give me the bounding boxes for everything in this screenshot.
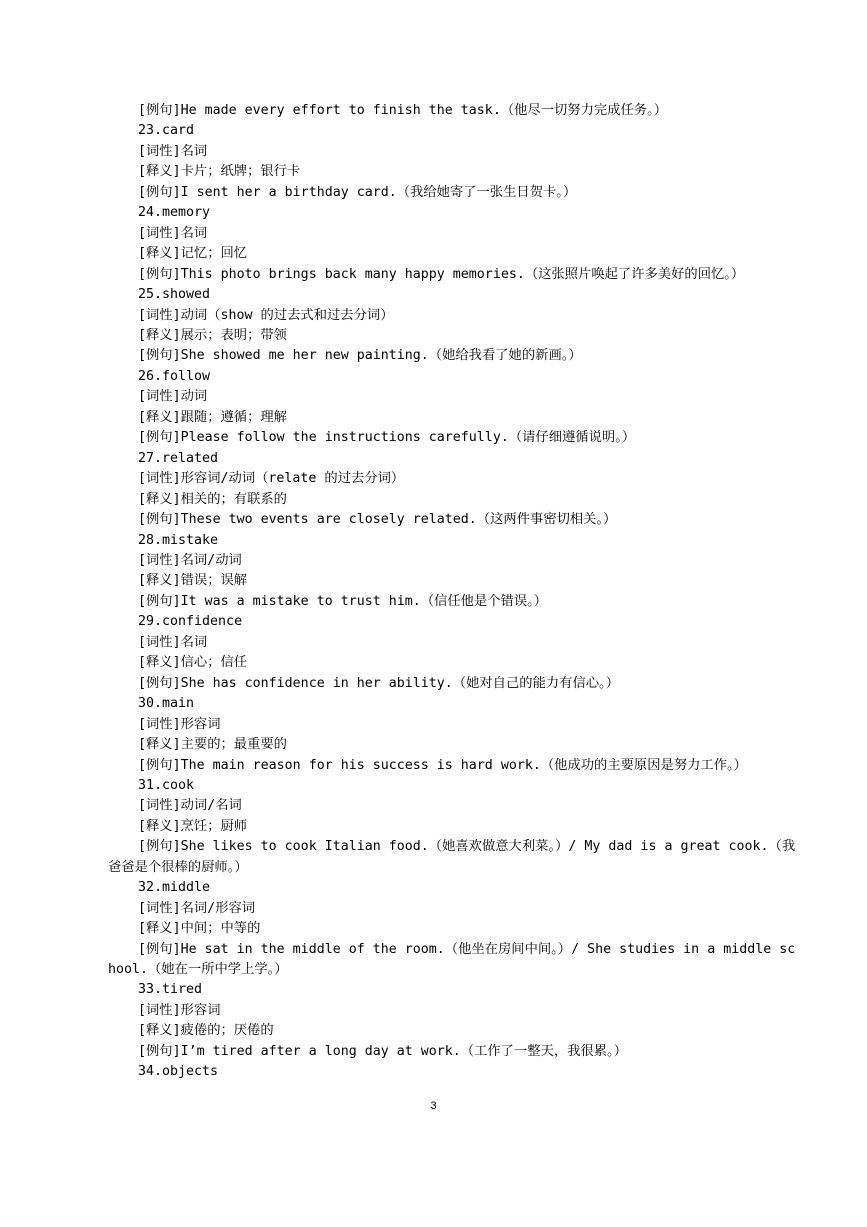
text-line: [词性]名词 (138, 634, 208, 650)
text-line: [词性]形容词/动词（relate 的过去分词） (138, 471, 405, 487)
entry-heading: 26.follow (138, 368, 211, 384)
entry-heading: 30.main (138, 696, 195, 712)
text-line: [例句]She has confidence in her ability.（她对自己的能力有信心。） (138, 675, 619, 691)
text-line: [释义]错误；误解 (138, 573, 248, 589)
text-line: [词性]形容词 (138, 716, 221, 732)
text-line: [例句]I’m tired after a long day at work.（工作了一整天，我很累。） (138, 1043, 628, 1059)
text-line: [释义]记忆；回忆 (138, 246, 248, 262)
text-line: [释义]中间；中等的 (138, 921, 261, 937)
text-line: [词性]名词 (138, 225, 208, 241)
text-line: [词性]动词 (138, 389, 208, 405)
text-line: [释义]跟随；遵循；理解 (138, 409, 287, 425)
text-line: [例句]These two events are closely related.（这两件事密切相关。） (138, 512, 617, 528)
text-line: [释义]信心；信任 (138, 655, 248, 671)
text-line: [释义]卡片；纸牌；银行卡 (138, 164, 301, 180)
page-number: 3 (430, 1100, 437, 1112)
entry-heading: 24.memory (138, 205, 211, 221)
text-line: [释义]展示；表明；带领 (138, 327, 287, 343)
text-line: [释义]疲倦的；厌倦的 (138, 1023, 274, 1039)
text-line: [词性]动词（show 的过去式和过去分词） (138, 307, 394, 323)
entry-heading: 31.cook (138, 777, 195, 793)
text-line: [词性]动词/名词 (138, 798, 242, 814)
text-line: [例句]He made every effort to finish the task.（他尽一切努力完成任务。） (138, 103, 668, 118)
text-line: [例句]I sent her a birthday card.（我给她寄了一张生日贺卡。） (138, 184, 577, 200)
text-line: [释义]相关的；有联系的 (138, 491, 287, 507)
text-line: [词性]名词 (138, 143, 208, 159)
text-line: [例句]This photo brings back many happy memories.（这张照片唤起了许多美好的回忆。） (138, 266, 745, 282)
text-line: [例句]She showed me her new painting.（她给我看了她的新画。） (138, 348, 582, 364)
entry-heading: 33.tired (138, 982, 203, 998)
vocabulary-text (108, 101, 798, 1083)
entry-heading: 25.showed (138, 287, 211, 303)
entry-heading: 29.confidence (138, 614, 243, 630)
text-line: [释义]主要的；最重要的 (138, 737, 287, 753)
text-line: [例句]The main reason for his success is hard work.（他成功的主要原因是努力工作。） (138, 757, 747, 773)
entry-heading: 27.related (138, 450, 219, 466)
text-line: [词性]名词/动词 (138, 552, 242, 568)
entry-heading: 32.middle (138, 880, 211, 896)
text-line: [释义]烹饪；厨师 (138, 818, 248, 834)
text-line: [例句]Please follow the instructions carefully.（请仔细遵循说明。） (138, 430, 636, 446)
entry-heading: 23.card (138, 123, 195, 139)
text-line: [例句]He sat in the middle of the room.（他坐在房间中间。）/ She studies in a middle school.（她在一所中学上学。） (108, 941, 796, 978)
text-line: [词性]名词/形容词 (138, 900, 256, 916)
text-line: [词性]形容词 (138, 1002, 221, 1018)
entry-heading: 28.mistake (138, 532, 219, 548)
text-line: [例句]It was a mistake to trust him.（信任他是个错误。） (138, 593, 548, 609)
text-line: [例句]She likes to cook Italian food.（她喜欢做意大利菜。）/ My dad is a great cook.（我爸爸是个很棒的厨师。） (108, 839, 796, 875)
entry-heading: 34.objects (138, 1064, 219, 1080)
